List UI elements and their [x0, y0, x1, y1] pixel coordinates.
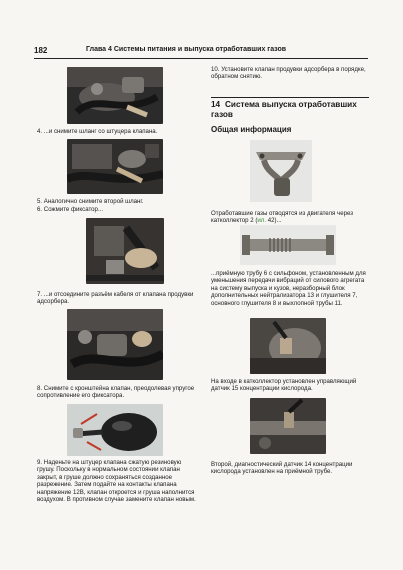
step-number: 4.	[37, 128, 43, 135]
step-6-caption	[37, 206, 197, 213]
step-10-caption	[211, 66, 369, 81]
step-number: 7.	[37, 291, 43, 298]
photo-second-hose	[67, 139, 163, 194]
photo-front-pipe	[240, 225, 336, 265]
step-4-caption	[37, 128, 197, 135]
step-text: ...и снимите шланг со штуцера клапана.	[43, 128, 158, 135]
paragraph-4: Второй, диагностический датчик 14 концентрации кислорода установлен на приёмной трубе.	[211, 461, 353, 476]
section-heading	[211, 97, 369, 119]
step-number: 5.	[37, 198, 43, 205]
figure-link[interactable]: ил.	[257, 217, 267, 225]
para1-text-a: Отработавшие газы отводятся из двигателя через катколлектор 2 (	[211, 210, 354, 225]
paragraph-2: ...приёмную трубу 6 с сильфоном, установленным для уменьшения передачи вибраций от силового агрегата на систему выпуска и кузов, неразборный блок дополнительных нейтрализатора 13 и глушителя 7, основного глушителя 8 и выхлопной трубы 11.	[211, 270, 366, 307]
step-number: 9.	[37, 459, 43, 466]
step-8-caption	[37, 385, 200, 400]
page-number: 182	[34, 46, 48, 55]
step-5-caption	[37, 198, 197, 205]
paragraph-3: На входе в катколлектор установлен управляющий датчик 15 концентрации кислорода.	[211, 378, 357, 393]
step-text: Аналогично снимите второй шланг.	[43, 198, 144, 205]
photo-upstream-sensor	[250, 318, 326, 374]
paragraph-1	[211, 210, 371, 225]
step-text: Снимите с кронштейна клапан, преодолевая упругое сопротивление его фиксатора.	[37, 385, 195, 400]
photo-connector-latch	[86, 218, 164, 284]
photo-rubber-bulb	[67, 404, 163, 456]
step-text: Установите клапан продувки адсорбера в порядке, обратном снятию.	[211, 66, 366, 81]
chapter-title: Глава 4 Системы питания и выпуска отработавших газов	[86, 46, 287, 53]
step-7-caption	[37, 291, 200, 306]
step-text: ...и отсоедините разъём кабеля от клапана продувки адсорбера.	[37, 291, 194, 306]
photo-hose-removal	[67, 67, 163, 124]
step-number: 10.	[211, 66, 220, 73]
step-text: Сожмите фиксатор...	[43, 206, 104, 213]
step-number: 6.	[37, 206, 43, 213]
step-number: 8.	[37, 385, 43, 392]
step-text: Наденьте на штуцер клапана сжатую резиновую грушу. Поскольку в нормальном состоянии клапан закрыт, в груше должно сохраняться созданное разрежение. Затем подайте на контакты клапана напряжение 12В, клапан откроется и груша наполнится воздухом. В противном случае замените клапан новым.	[37, 459, 196, 504]
subheading-general-info: Общая информация	[211, 125, 292, 134]
para1-text-b: 42)...	[266, 217, 282, 225]
photo-downstream-sensor	[250, 398, 326, 454]
section-number: 14	[211, 100, 221, 109]
section-title: Система выпуска отработавших газов	[211, 100, 357, 119]
photo-exhaust-manifold	[250, 140, 312, 202]
page-header	[34, 46, 368, 59]
photo-valve-bracket	[67, 309, 163, 380]
step-9-caption	[37, 459, 200, 503]
